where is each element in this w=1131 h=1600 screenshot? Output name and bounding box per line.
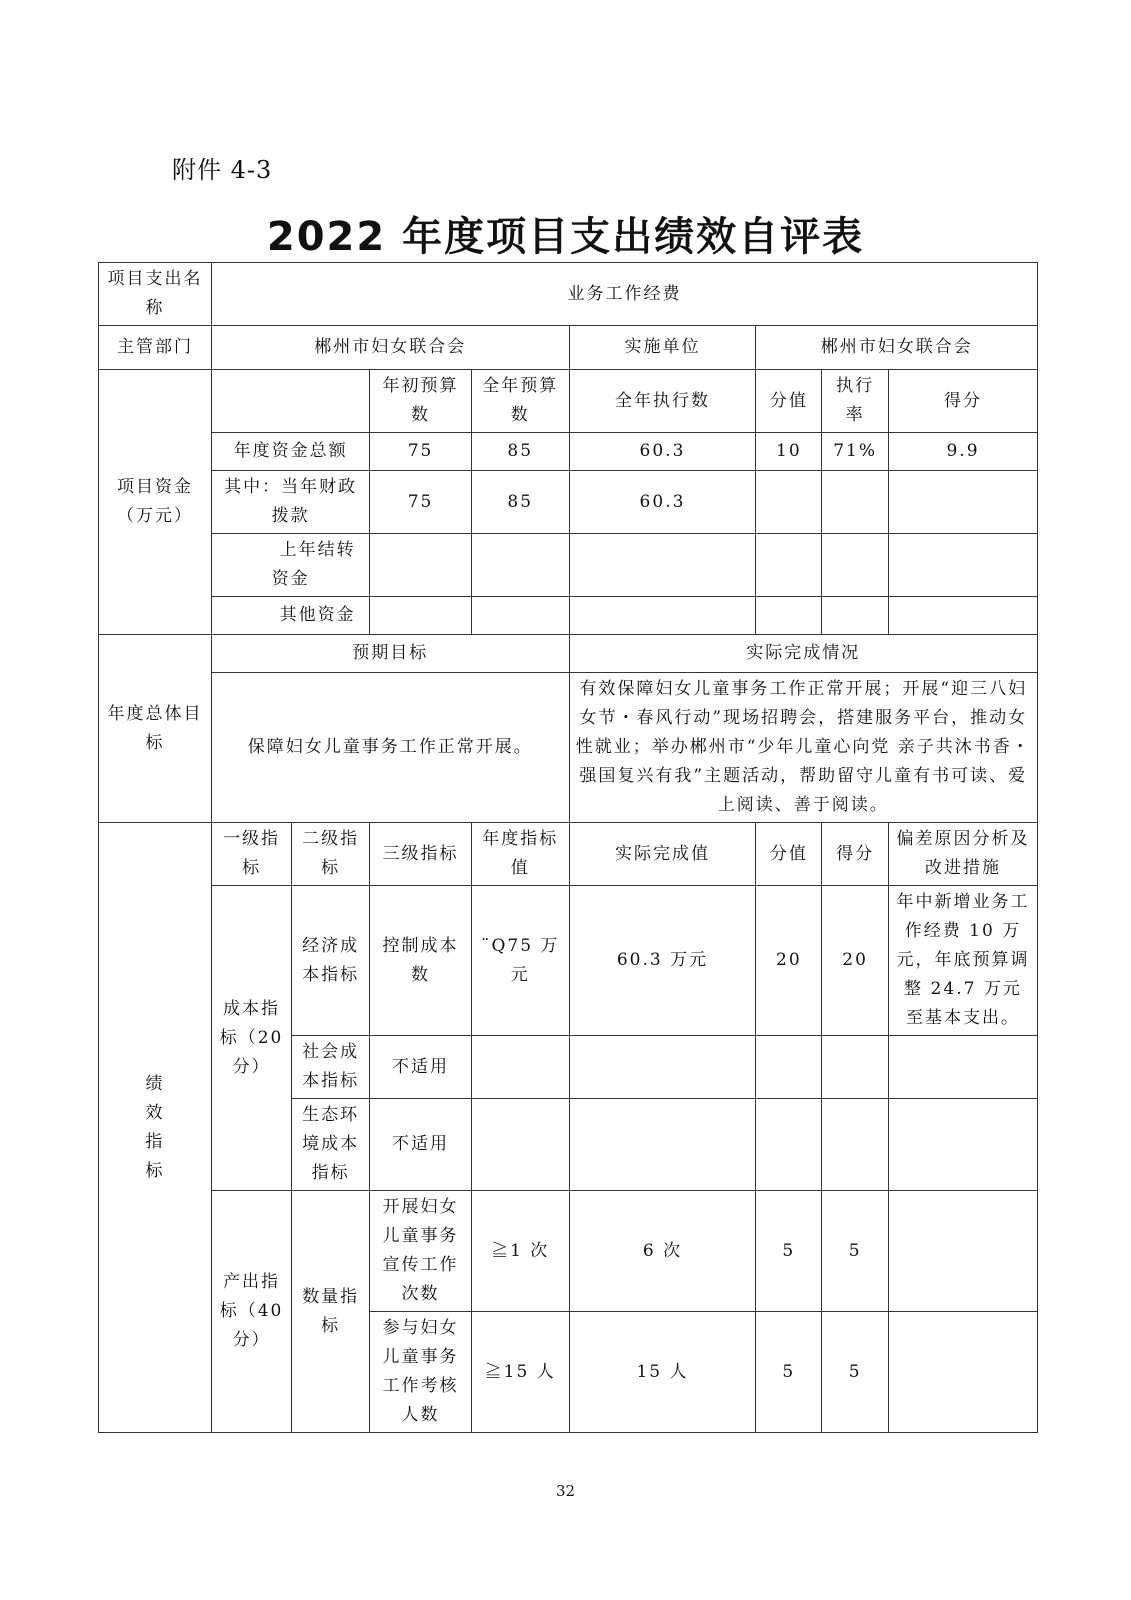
ind-cell-weight: 20 <box>756 886 822 1036</box>
funds-cell-full-year <box>471 534 569 597</box>
funds-cell-score: 9.9 <box>888 433 1037 471</box>
funds-cell-full-year: 85 <box>471 471 569 534</box>
ind-header-level2: 二级指标 <box>292 823 370 886</box>
ind-cell-weight <box>756 1036 822 1099</box>
output-indicator-label: 产出指标（40分） <box>212 1191 292 1433</box>
ind-cell-actual <box>569 1099 756 1191</box>
ind-header-level1: 一级指标 <box>212 823 292 886</box>
ind-cell-target: ¨Q75 万元 <box>471 886 569 1036</box>
funds-row-label: 其他资金 <box>212 597 370 635</box>
ind-cell-note <box>888 1099 1037 1191</box>
funds-cell-initial <box>370 534 472 597</box>
cost-indicator-label: 成本指标（20分） <box>212 886 292 1191</box>
unit-label: 实施单位 <box>569 326 756 370</box>
funds-header-blank <box>212 370 370 433</box>
funds-cell-score <box>888 597 1037 635</box>
funds-cell-weight <box>756 471 822 534</box>
ind-header-actual: 实际完成值 <box>569 823 756 886</box>
ind-row-output-publicity <box>99 1191 1038 1312</box>
goals-expected-header: 预期目标 <box>212 635 570 673</box>
funds-header-score: 得分 <box>888 370 1037 433</box>
ind-cell-note: 年中新增业务工作经费 10 万元，年底预算调整 24.7 万元至基本支出。 <box>888 886 1037 1036</box>
ind-cell-score: 5 <box>822 1312 889 1433</box>
ind-header-note: 偏差原因分析及改进措施 <box>888 823 1037 886</box>
ind-cell-score <box>822 1036 889 1099</box>
funds-cell-rate <box>822 534 889 597</box>
ind-cell-weight: 5 <box>756 1191 822 1312</box>
ind-cell-actual: 60.3 万元 <box>569 886 756 1036</box>
funds-cell-initial <box>370 597 472 635</box>
funds-cell-rate <box>822 471 889 534</box>
funds-cell-score <box>888 534 1037 597</box>
dept-value: 郴州市妇女联合会 <box>212 326 570 370</box>
row-goals-content <box>99 673 1038 823</box>
dept-label: 主管部门 <box>99 326 212 370</box>
funds-cell-executed: 60.3 <box>569 433 756 471</box>
ind-cell-weight: 5 <box>756 1312 822 1433</box>
ind-cell-actual: 15 人 <box>569 1312 756 1433</box>
ind-cell-target: ≧1 次 <box>471 1191 569 1312</box>
page-title: 2022 年度项目支出绩效自评表 <box>266 214 865 260</box>
funds-cell-initial: 75 <box>370 433 472 471</box>
ind-cell-level2: 社会成本指标 <box>292 1036 370 1099</box>
ind-cell-weight <box>756 1099 822 1191</box>
funds-row-total <box>99 433 1038 471</box>
funds-header-full-year: 全年预算数 <box>471 370 569 433</box>
ind-cell-level3: 控制成本数 <box>370 886 472 1036</box>
row-project-name <box>99 263 1038 326</box>
ind-cell-level3: 不适用 <box>370 1036 472 1099</box>
ind-cell-actual <box>569 1036 756 1099</box>
funds-cell-weight <box>756 534 822 597</box>
evaluation-table <box>98 262 1038 1433</box>
ind-cell-note <box>888 1036 1037 1099</box>
ind-cell-level2: 生态环境成本指标 <box>292 1099 370 1191</box>
row-department <box>99 326 1038 370</box>
funds-cell-full-year: 85 <box>471 433 569 471</box>
ind-cell-target: ≧15 人 <box>471 1312 569 1433</box>
funds-row-label: 其中：当年财政拨款 <box>212 471 370 534</box>
attachment-label: 附件 4-3 <box>172 156 273 184</box>
ind-cell-target <box>471 1099 569 1191</box>
ind-cell-note <box>888 1312 1037 1433</box>
funds-row-label: 上年结转资金 <box>212 534 370 597</box>
funds-cell-executed <box>569 534 756 597</box>
funds-cell-weight <box>756 597 822 635</box>
ind-cell-level3: 开展妇女儿童事务宣传工作次数 <box>370 1191 472 1312</box>
ind-cell-level3: 不适用 <box>370 1099 472 1191</box>
ind-header-target: 年度指标值 <box>471 823 569 886</box>
project-name-label: 项目支出名称 <box>99 263 212 326</box>
funds-cell-executed <box>569 597 756 635</box>
row-indicators-header <box>99 823 1038 886</box>
ind-cell-target <box>471 1036 569 1099</box>
goals-actual-header: 实际完成情况 <box>569 635 1038 673</box>
page-number: 32 <box>555 1482 576 1500</box>
ind-header-weight: 分值 <box>756 823 822 886</box>
ind-cell-note <box>888 1191 1037 1312</box>
ind-cell-score: 5 <box>822 1191 889 1312</box>
funds-row-label: 年度资金总额 <box>212 433 370 471</box>
indicators-section-label: 绩效指标 <box>99 823 212 1433</box>
funds-header-executed: 全年执行数 <box>569 370 756 433</box>
funds-header-rate: 执行率 <box>822 370 889 433</box>
ind-cell-score: 20 <box>822 886 889 1036</box>
funds-section-label: 项目资金（万元） <box>99 370 212 635</box>
goals-expected-text: 保障妇女儿童事务工作正常开展。 <box>212 673 570 823</box>
funds-row-other <box>99 597 1038 635</box>
funds-cell-score <box>888 471 1037 534</box>
goals-section-label: 年度总体目标 <box>99 635 212 823</box>
funds-cell-initial: 75 <box>370 471 472 534</box>
funds-header-initial: 年初预算数 <box>370 370 472 433</box>
funds-row-fiscal <box>99 471 1038 534</box>
ind-cell-actual: 6 次 <box>569 1191 756 1312</box>
funds-row-carryover <box>99 534 1038 597</box>
funds-header-weight: 分值 <box>756 370 822 433</box>
output-level2-label: 数量指标 <box>292 1191 370 1433</box>
ind-cell-level3: 参与妇女儿童事务工作考核人数 <box>370 1312 472 1433</box>
row-funds-header <box>99 370 1038 433</box>
funds-cell-rate <box>822 597 889 635</box>
funds-cell-executed: 60.3 <box>569 471 756 534</box>
funds-cell-weight: 10 <box>756 433 822 471</box>
ind-header-level3: 三级指标 <box>370 823 472 886</box>
row-goals-header <box>99 635 1038 673</box>
project-name-value: 业务工作经费 <box>212 263 1038 326</box>
unit-value: 郴州市妇女联合会 <box>756 326 1038 370</box>
ind-cell-level2: 经济成本指标 <box>292 886 370 1036</box>
goals-actual-text: 有效保障妇女儿童事务工作正常开展；开展“迎三八妇女节・春风行动”现场招聘会，搭建服务平台，推动女性就业；举办郴州市“少年儿童心向党 亲子共沐书香・强国复兴有我”主题活动，帮助留守儿童有书可读、爱上阅读、善于阅读。 <box>569 673 1038 823</box>
funds-cell-rate: 71% <box>822 433 889 471</box>
funds-cell-full-year <box>471 597 569 635</box>
ind-row-cost-economic <box>99 886 1038 1036</box>
ind-header-score: 得分 <box>822 823 889 886</box>
ind-cell-score <box>822 1099 889 1191</box>
